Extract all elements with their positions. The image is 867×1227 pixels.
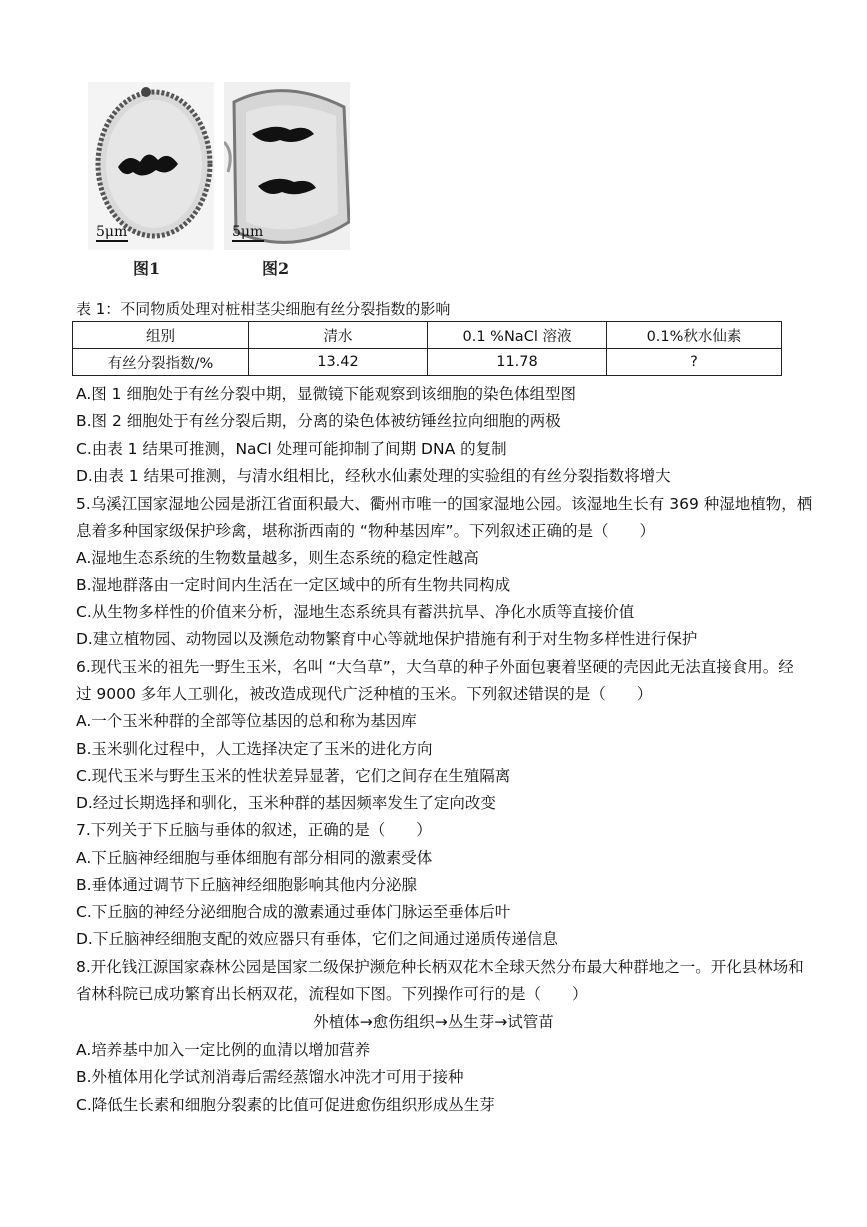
q6-stem-line2: 过 9000 多年人工驯化，被改造成现代广泛种植的玉米。下列叙述错误的是（ ）	[76, 685, 653, 703]
q5-option-d: D.建立植物园、动物园以及濒危动物繁育中心等就地保护措施有利于对生物多样性进行保护	[76, 630, 698, 648]
table-header-row	[73, 322, 782, 349]
scale-bar-1	[96, 240, 128, 242]
table-cell: 13.42	[249, 349, 428, 376]
figure-2-micrograph	[224, 82, 350, 250]
q7-option-b: B.垂体通过调节下丘脑神经细胞影响其他内分泌腺	[76, 876, 418, 894]
q8-option-b: B.外植体用化学试剂消毒后需经蒸馏水冲洗才可用于接种	[76, 1068, 464, 1086]
q4-option-c: C.由表 1 结果可推测，NaCl 处理可能抑制了间期 DNA 的复制	[76, 440, 507, 458]
mitosis-index-table	[72, 321, 782, 376]
scale-label-2: 5μm	[232, 224, 264, 240]
q6-option-d: D.经过长期选择和驯化，玉米种群的基因频率发生了定向改变	[76, 794, 496, 812]
q5-option-c: C.从生物多样性的价值来分析，湿地生态系统具有蓄洪抗旱、净化水质等直接价值	[76, 603, 635, 621]
table-title: 表 1：不同物质处理对桩柑茎尖细胞有丝分裂指数的影响	[76, 300, 451, 318]
q8-option-c: C.降低生长素和细胞分裂素的比值可促进愈伤组织形成丛生芽	[76, 1096, 495, 1114]
figure-1-micrograph	[88, 82, 214, 250]
q4-option-b: B.图 2 细胞处于有丝分裂后期，分离的染色体被纺锤丝拉向细胞的两极	[76, 412, 561, 430]
table-header-cell: 清水	[249, 322, 428, 349]
table-cell: ?	[607, 349, 782, 376]
q7-option-a: A.下丘脑神经细胞与垂体细胞有部分相同的激素受体	[76, 849, 433, 867]
q6-option-b: B.玉米驯化过程中，人工选择决定了玉米的进化方向	[76, 740, 433, 758]
figure-1-caption: 图1	[133, 259, 161, 278]
table-header-cell: 0.1 %NaCl 溶液	[428, 322, 607, 349]
table-cell: 有丝分裂指数/%	[73, 349, 249, 376]
q6-option-c: C.现代玉米与野生玉米的性状差异显著，它们之间存在生殖隔离	[76, 767, 511, 785]
table-header-cell: 组别	[73, 322, 249, 349]
q5-stem-line1: 5.乌溪江国家湿地公园是浙江省面积最大、衢州市唯一的国家湿地公园。该湿地生长有 369 种湿地植物，栖	[76, 495, 813, 513]
q5-stem-line2: 息着多种国家级保护珍禽，堪称浙西南的 “物种基因库”。下列叙述正确的是（ ）	[76, 522, 655, 540]
q8-option-a: A.培养基中加入一定比例的血清以增加营养	[76, 1041, 371, 1059]
q7-stem: 7.下列关于下丘脑与垂体的叙述，正确的是（ ）	[76, 821, 432, 839]
scale-label-1: 5μm	[96, 224, 128, 240]
q8-stem-line1: 8.开化钱江源国家森林公园是国家二级保护濒危种长柄双花木全球天然分布最大种群地之一。开化县林场和	[76, 958, 804, 976]
table-cell: 11.78	[428, 349, 607, 376]
table-row	[73, 349, 782, 376]
q5-option-a: A.湿地生态系统的生物数量越多，则生态系统的稳定性越高	[76, 549, 479, 567]
q4-option-a: A.图 1 细胞处于有丝分裂中期，显微镜下能观察到该细胞的染色体组型图	[76, 385, 576, 403]
figure-2-caption: 图2	[262, 259, 290, 278]
table-header-cell: 0.1%秋水仙素	[607, 322, 782, 349]
q7-option-c: C.下丘脑的神经分泌细胞合成的激素通过垂体门脉运至垂体后叶	[76, 903, 511, 921]
scale-bar-2	[232, 240, 264, 242]
q7-option-d: D.下丘脑神经细胞支配的效应器只有垂体，它们之间通过递质传递信息	[76, 930, 558, 948]
q8-flowchart: 外植体→愈伤组织→丛生芽→试管苗	[313, 1013, 554, 1031]
q4-option-d: D.由表 1 结果可推测，与清水组相比，经秋水仙素处理的实验组的有丝分裂指数将增大	[76, 467, 671, 485]
q5-option-b: B.湿地群落由一定时间内生活在一定区域中的所有生物共同构成	[76, 576, 511, 594]
q6-option-a: A.一个玉米种群的全部等位基因的总和称为基因库	[76, 712, 417, 730]
q6-stem-line1: 6.现代玉米的祖先一野生玉米，名叫 “大刍草”，大刍草的种子外面包裹着坚硬的壳因此无法直接食用。经	[76, 658, 794, 676]
q8-stem-line2: 省林科院已成功繁育出长柄双花，流程如下图。下列操作可行的是（ ）	[76, 985, 588, 1003]
